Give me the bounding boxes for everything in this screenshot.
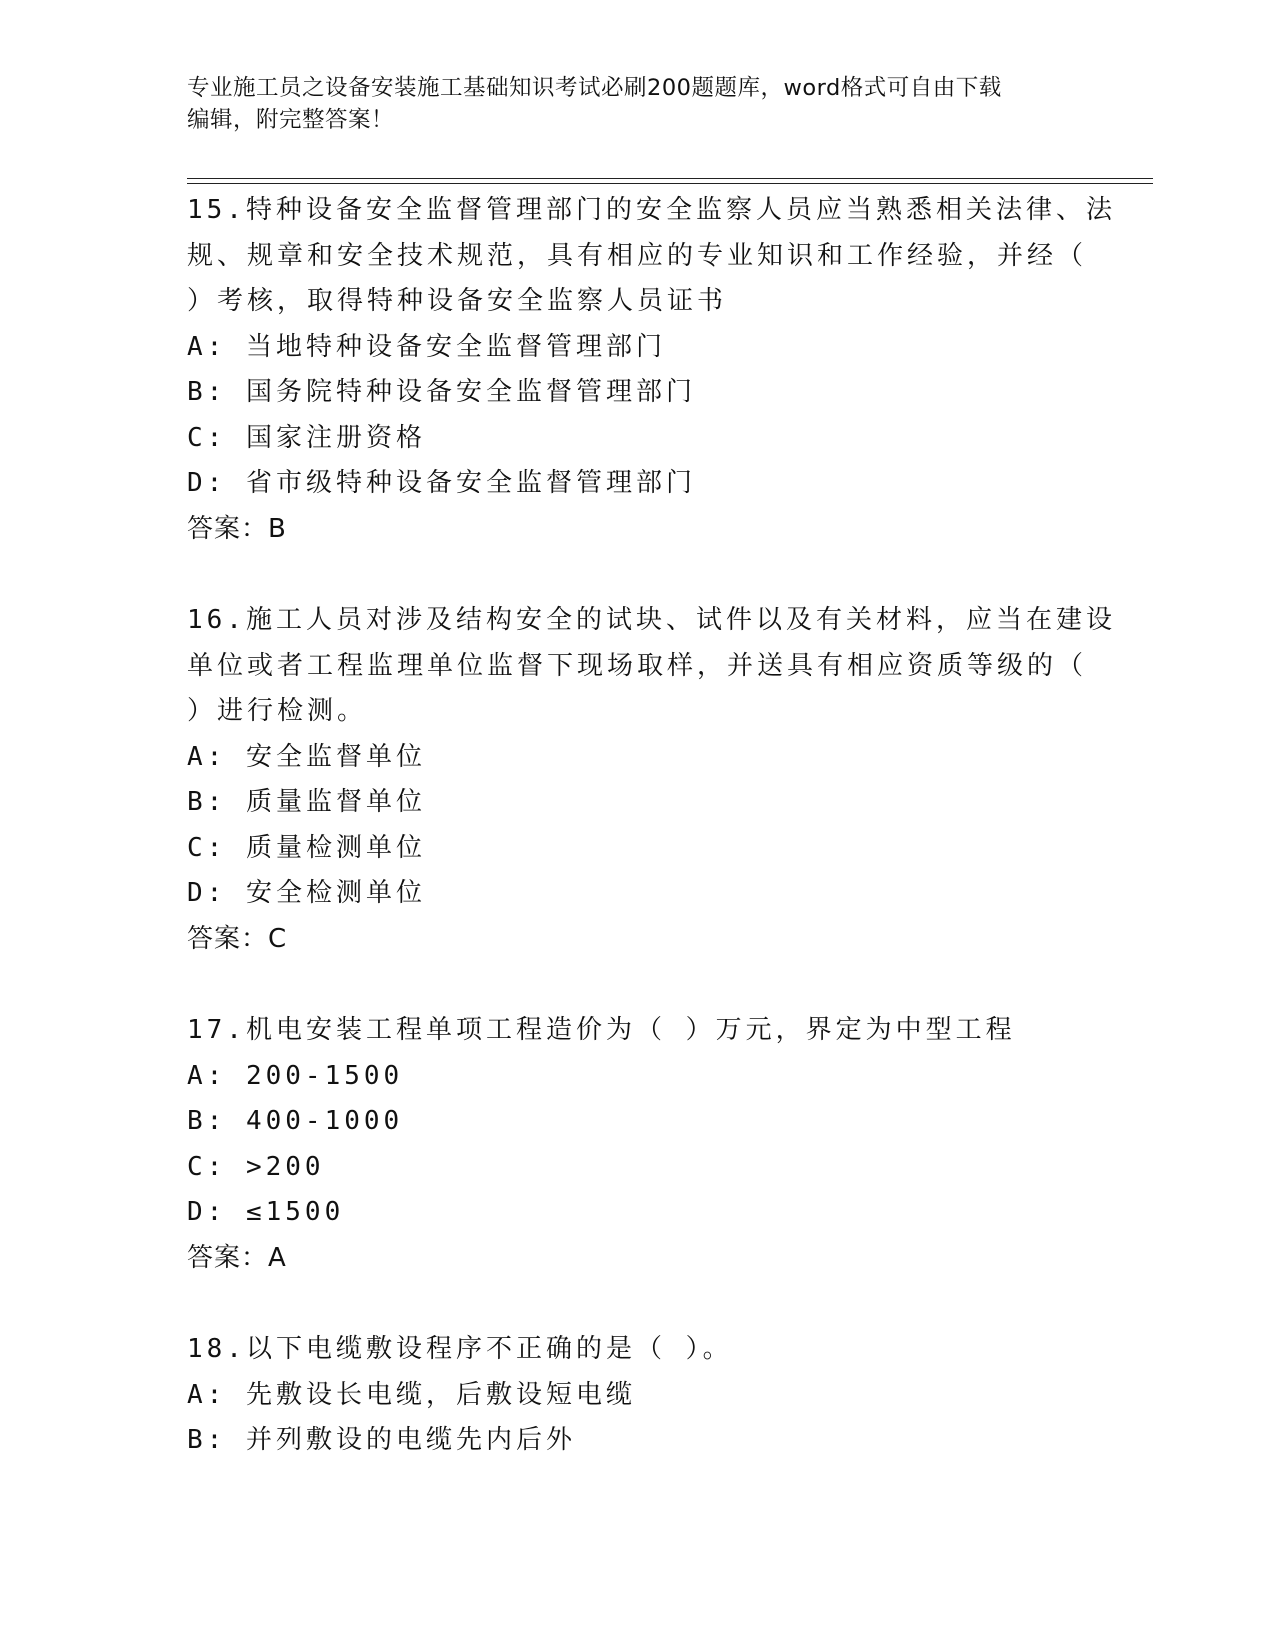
option-key: D: [187, 468, 227, 498]
header-line-1: 专业施工员之设备安装施工基础知识考试必刷200题题库，word格式可自由下载 [187, 75, 1002, 101]
answer-line: 答案：A [187, 1242, 287, 1273]
option-text: 质量监督单位 [245, 787, 426, 817]
option-text: 安全检测单位 [245, 878, 426, 908]
option-a [187, 325, 1087, 371]
option-text: 当地特种设备安全监督管理部门 [245, 331, 666, 362]
option-text: 省市级特种设备安全监督管理部门 [245, 468, 696, 498]
option-key: B: [187, 1425, 227, 1455]
option-text: 并列敷设的电缆先内后外 [245, 1425, 576, 1455]
option-key: A: [187, 1060, 227, 1091]
question-stem-line: 规、规章和安全技术规范，具有相应的专业知识和工作经验，并经（ [187, 240, 1088, 271]
question-stem-line: 单位或者工程监理单位监督下现场取样，并送具有相应资质等级的（ [187, 650, 1088, 681]
option-text: 国家注册资格 [245, 422, 426, 453]
question-stem-line: 16.施工人员对涉及结构安全的试块、试件以及有关材料，应当在建设 [187, 605, 1116, 635]
question-stem-line: ）考核，取得特种设备安全监察人员证书 [187, 286, 728, 316]
option-b [187, 1418, 1087, 1464]
option-key: D: [187, 878, 227, 908]
option-key: C: [187, 832, 227, 863]
option-key: A: [187, 741, 227, 772]
option-c [187, 826, 1087, 872]
question-stem-line: 15.特种设备安全监督管理部门的安全监察人员应当熟悉相关法律、法 [187, 195, 1116, 225]
option-text: 200-1500 [245, 1060, 404, 1091]
question-18 [187, 1327, 1087, 1464]
answer-line: 答案：B [187, 513, 287, 544]
option-key: A: [187, 1379, 227, 1410]
question-stem-line: 17.机电安装工程单项工程造价为（ ）万元，界定为中型工程 [187, 1015, 1016, 1045]
option-key: B: [187, 787, 227, 817]
option-key: D: [187, 1197, 227, 1227]
option-d [187, 461, 1087, 507]
option-b [187, 780, 1087, 826]
option-key: C: [187, 422, 227, 453]
header-divider-top [187, 178, 1153, 179]
option-key: B: [187, 1106, 227, 1136]
option-c [187, 416, 1087, 462]
option-key: C: [187, 1151, 227, 1182]
option-d [187, 1190, 1087, 1236]
option-c [187, 1145, 1087, 1191]
header-line-2: 编辑，附完整答案！ [187, 107, 395, 133]
option-key: A: [187, 331, 227, 362]
question-15 [187, 188, 1116, 552]
option-text: 先敷设长电缆，后敷设短电缆 [245, 1379, 636, 1410]
option-a [187, 1373, 1087, 1419]
answer-line: 答案：C [187, 923, 288, 954]
header-divider-bottom [187, 183, 1153, 184]
option-a [187, 735, 1087, 781]
option-text: 国务院特种设备安全监督管理部门 [245, 377, 696, 407]
option-a [187, 1054, 1087, 1100]
option-text: 400-1000 [245, 1106, 404, 1136]
option-key: B: [187, 377, 227, 407]
option-text: 安全监督单位 [245, 741, 426, 772]
option-d [187, 871, 1087, 917]
question-stem-line: 18.以下电缆敷设程序不正确的是（ ）。 [187, 1334, 733, 1364]
option-b [187, 370, 1087, 416]
document-header [187, 72, 1067, 136]
question-16 [187, 598, 1116, 962]
option-text: ≤1500 [245, 1197, 345, 1227]
option-text: 质量检测单位 [245, 832, 426, 863]
option-text: >200 [245, 1151, 325, 1182]
question-stem-line: ）进行检测。 [187, 696, 368, 726]
option-b [187, 1099, 1087, 1145]
question-17 [187, 1008, 1087, 1281]
